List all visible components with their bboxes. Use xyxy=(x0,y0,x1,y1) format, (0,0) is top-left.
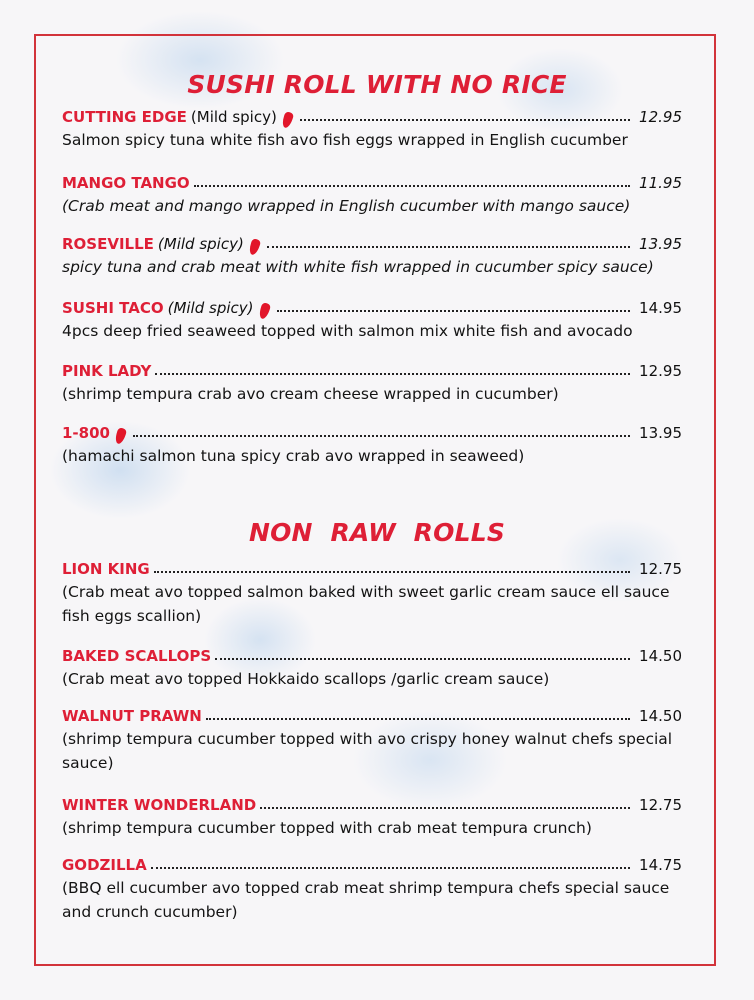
menu-item-mango-tango xyxy=(62,170,682,218)
leader-dots xyxy=(194,185,630,187)
leader-dots xyxy=(260,807,630,809)
item-name: LION KING xyxy=(62,560,150,578)
leader-dots xyxy=(215,658,630,660)
item-spice-note: (Mild spicy) xyxy=(157,235,244,253)
item-description: (shrimp tempura cucumber topped with crab meat tempura crunch) xyxy=(62,819,592,837)
item-name: ROSEVILLE xyxy=(62,235,154,253)
item-price: 14.95 xyxy=(639,299,682,317)
item-price: 13.95 xyxy=(639,424,682,442)
item-price: 12.95 xyxy=(639,362,682,380)
item-description: spicy tuna and crab meat with white fish wrapped in cucumber spicy sauce) xyxy=(62,258,654,276)
item-price: 12.75 xyxy=(639,796,682,814)
item-price: 14.75 xyxy=(639,856,682,874)
menu-item-sushi-taco xyxy=(62,295,682,343)
menu-item-roseville xyxy=(62,231,682,279)
item-description: (hamachi salmon tuna spicy crab avo wrapped in seaweed) xyxy=(62,447,525,465)
item-price: 14.50 xyxy=(639,707,682,725)
leader-dots xyxy=(277,310,631,312)
chili-pepper-icon xyxy=(248,238,262,256)
item-description: (shrimp tempura cucumber topped with avo crispy honey walnut chefs special sauce) xyxy=(62,730,673,772)
item-name: PINK LADY xyxy=(62,362,152,380)
item-price: 14.50 xyxy=(639,647,682,665)
chili-pepper-icon xyxy=(281,111,295,129)
menu-item-lion-king xyxy=(62,556,682,628)
menu-item-1-800 xyxy=(62,420,682,468)
leader-dots xyxy=(151,867,630,869)
leader-dots xyxy=(206,718,630,720)
leader-dots xyxy=(154,571,630,573)
item-name: WINTER WONDERLAND xyxy=(62,796,257,814)
item-name: BAKED SCALLOPS xyxy=(62,647,212,665)
item-name: MANGO TANGO xyxy=(62,174,190,192)
chili-pepper-icon xyxy=(257,302,271,320)
item-description: (Crab meat and mango wrapped in English cucumber with mango sauce) xyxy=(62,197,631,215)
section-title-non-raw-rolls: NON RAW ROLLS xyxy=(248,518,506,547)
item-description: (Crab meat avo topped Hokkaido scallops /garlic cream sauce) xyxy=(62,670,550,688)
item-description: (Crab meat avo topped salmon baked with sweet garlic cream sauce ell sauce fish eggs scallion) xyxy=(62,583,670,625)
item-name: CUTTING EDGE xyxy=(62,108,187,126)
item-name: SUSHI TACO xyxy=(62,299,164,317)
item-description: Salmon spicy tuna white fish avo fish eggs wrapped in English cucumber xyxy=(62,131,628,149)
menu-item-winter-wonderland xyxy=(62,792,682,840)
menu-item-godzilla xyxy=(62,852,682,924)
item-price: 13.95 xyxy=(639,235,682,253)
item-description: (BBQ ell cucumber avo topped crab meat shrimp tempura chefs special sauce and crunch cucumber) xyxy=(62,879,670,921)
section-title-sushi-roll-no-rice: SUSHI ROLL WITH NO RICE xyxy=(187,70,567,99)
leader-dots xyxy=(267,246,630,248)
menu-item-baked-scallops xyxy=(62,643,682,691)
menu-item-pink-lady xyxy=(62,358,682,406)
chili-pepper-icon xyxy=(114,427,128,445)
menu-item-walnut-prawn xyxy=(62,703,682,775)
leader-dots xyxy=(133,435,630,437)
item-spice-note: (Mild spicy) xyxy=(167,299,254,317)
menu-item-cutting-edge xyxy=(62,104,682,152)
item-price: 12.95 xyxy=(639,108,682,126)
item-price: 12.75 xyxy=(639,560,682,578)
item-description: 4pcs deep fried seaweed topped with salmon mix white fish and avocado xyxy=(62,322,633,340)
leader-dots xyxy=(300,119,630,121)
item-description: (shrimp tempura crab avo cream cheese wrapped in cucumber) xyxy=(62,385,559,403)
item-name: 1-800 xyxy=(62,424,110,442)
leader-dots xyxy=(155,373,630,375)
item-name: WALNUT PRAWN xyxy=(62,707,202,725)
item-name: GODZILLA xyxy=(62,856,147,874)
item-spice-note: (Mild spicy) xyxy=(190,108,277,126)
item-price: 11.95 xyxy=(639,174,682,192)
